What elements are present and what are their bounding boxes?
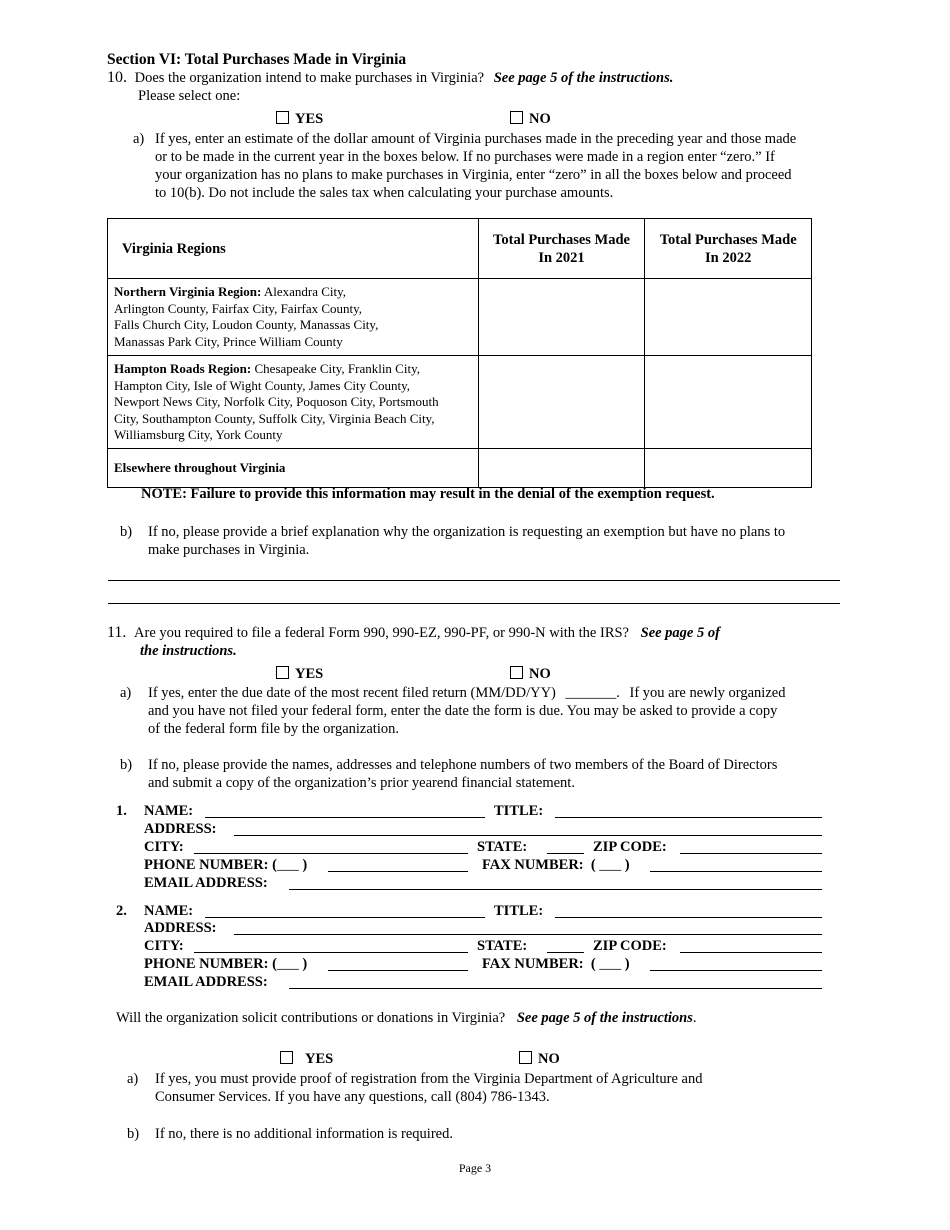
table-row: [108, 356, 812, 449]
member-1-number: 1.: [116, 803, 127, 819]
member-2-phone-field[interactable]: [328, 970, 468, 971]
member-2-city-field[interactable]: [194, 952, 468, 953]
q11-number: 11.: [107, 624, 127, 641]
member-1-phone-label: PHONE NUMBER: (___ ): [144, 857, 308, 873]
member-1-email-field[interactable]: [289, 889, 822, 890]
q10a-line-1: If yes, enter an estimate of the dollar amount of Virginia purchases made in the preceding year and those made: [155, 131, 797, 147]
q10-yes-checkbox[interactable]: [276, 111, 289, 124]
member-1-address-field[interactable]: [234, 835, 822, 836]
member-2-address-field[interactable]: [234, 934, 822, 935]
q11-yes-option[interactable]: [276, 665, 323, 683]
q10-number: 10.: [107, 69, 127, 86]
member-2-title-label: TITLE:: [494, 903, 544, 919]
member-1-fax-field[interactable]: [650, 871, 822, 872]
q10-line: [107, 69, 673, 87]
input-elsewhere-2021[interactable]: [478, 448, 645, 487]
member-2-city-label: CITY:: [144, 938, 184, 954]
member-1-name-label: NAME:: [144, 803, 194, 819]
q10b-line-2: make purchases in Virginia.: [148, 542, 310, 558]
region-hampton-roads: Hampton Roads Region: Chesapeake City, Franklin City, Hampton City, Isle of Wight County, James City County, Newport News City, Norfolk City, Poquoson City, Portsmouth City, Southampton County, Suffolk City, Virginia Beach City, Williamsburg City, York County: [108, 356, 479, 449]
member-2-address-label: ADDRESS:: [144, 920, 217, 936]
member-1-address-label: ADDRESS:: [144, 821, 217, 837]
q10-no-label: NO: [529, 111, 551, 127]
q10-yes-label: YES: [295, 111, 324, 127]
q12-no-checkbox[interactable]: [519, 1051, 532, 1064]
q12b-line: If no, there is no additional information is required.: [155, 1126, 453, 1142]
q10-no-option[interactable]: [510, 110, 551, 128]
member-1-title-label: TITLE:: [494, 803, 544, 819]
q11b-line-1: If no, please provide the names, addresses and telephone numbers of two members of the Board of Directors: [148, 757, 778, 773]
member-1-zip-field[interactable]: [680, 853, 822, 854]
member-1-state-label: STATE:: [477, 839, 528, 855]
q11-no-checkbox[interactable]: [510, 666, 523, 679]
member-1-fax-label: FAX NUMBER: ( ___ ): [482, 857, 630, 873]
q12b-marker: b): [127, 1126, 140, 1142]
member-1-city-label: CITY:: [144, 839, 184, 855]
region-elsewhere: Elsewhere throughout Virginia: [108, 448, 479, 487]
table-header-row: [108, 219, 812, 279]
member-2-zip-field[interactable]: [680, 952, 822, 953]
member-1-title-field[interactable]: [555, 817, 822, 818]
member-2-fax-field[interactable]: [650, 970, 822, 971]
q11a-line-1: If yes, enter the due date of the most recent filed return (MM/DD/YY) _______. If you are newly organized: [148, 685, 786, 701]
input-hampton-2021[interactable]: [478, 356, 645, 449]
col-header-regions: Virginia Regions: [108, 219, 479, 279]
region-northern-virginia: Northern Virginia Region: Alexandra City, Arlington County, Fairfax City, Fairfax County, Falls Church City, Loudon County, Manassas City, Manassas Park City, Prince William County: [108, 279, 479, 356]
q10a-line-3: your organization has no plans to make purchases in Virginia, enter “zero” in all the boxes below and proceed: [155, 167, 792, 183]
q12-see-ref: See page 5 of the instructions: [516, 1010, 693, 1026]
q10-see-ref: See page 5 of the instructions.: [493, 70, 674, 86]
input-elsewhere-2022[interactable]: [645, 448, 812, 487]
col-header-2021: Total Purchases Made In 2021: [478, 219, 645, 279]
q10a-marker: a): [133, 131, 145, 147]
q11a-line-3: of the federal form file by the organization.: [148, 721, 399, 737]
member-1-phone-field[interactable]: [328, 871, 468, 872]
q10a-line-4: to 10(b). Do not include the sales tax when calculating your purchase amounts.: [155, 185, 614, 201]
member-2-fax-label: FAX NUMBER: ( ___ ): [482, 956, 630, 972]
q10-question: Does the organization intend to make purchases in Virginia?: [134, 70, 485, 86]
table-row: [108, 279, 812, 356]
member-2-name-field[interactable]: [205, 917, 485, 918]
q12a-line-2: Consumer Services. If you have any questions, call (804) 786-1343.: [155, 1089, 550, 1105]
input-northern-2021[interactable]: [478, 279, 645, 356]
page-number: Page 3: [458, 1161, 492, 1175]
q11-no-option[interactable]: [510, 665, 551, 683]
input-northern-2022[interactable]: [645, 279, 812, 356]
q12a-marker: a): [127, 1071, 139, 1087]
q11-line: [107, 624, 720, 642]
member-1-zip-label: ZIP CODE:: [593, 839, 667, 855]
due-date-blank[interactable]: _______.: [565, 685, 620, 701]
section-title: Section VI: Total Purchases Made in Virginia: [107, 51, 407, 68]
q10b-marker: b): [120, 524, 133, 540]
q12-yes-option[interactable]: [280, 1050, 333, 1068]
member-2-zip-label: ZIP CODE:: [593, 938, 667, 954]
explanation-line-1[interactable]: [108, 580, 840, 581]
member-1-state-field[interactable]: [547, 853, 584, 854]
table-row: [108, 448, 812, 487]
q10a-line-2: or to be made in the current year in the boxes below. If no purchases were made in a region enter “zero.” If: [155, 149, 775, 165]
member-1-city-field[interactable]: [194, 853, 468, 854]
q11a-line-2: and you have not filed your federal form, enter the date the form is due. You may be asked to provide a copy: [148, 703, 778, 719]
q11-no-label: NO: [529, 666, 551, 682]
q10-select-prompt: Please select one:: [138, 88, 241, 104]
q11b-line-2: and submit a copy of the organization’s prior yearend financial statement.: [148, 775, 575, 791]
q12-question: Will the organization solicit contributions or donations in Virginia?: [116, 1010, 506, 1026]
member-2-number: 2.: [116, 903, 127, 919]
explanation-line-2[interactable]: [108, 603, 840, 604]
member-2-email-label: EMAIL ADDRESS:: [144, 974, 268, 990]
note-text: NOTE: Failure to provide this information may result in the denial of the exemption request.: [141, 486, 715, 502]
member-2-state-label: STATE:: [477, 938, 528, 954]
q11b-marker: b): [120, 757, 133, 773]
q12-yes-checkbox[interactable]: [280, 1051, 293, 1064]
q11-question: Are you required to file a federal Form 990, 990-EZ, 990-PF, or 990-N with the IRS?: [134, 625, 629, 641]
member-2-state-field[interactable]: [547, 952, 584, 953]
q10b-line-1: If no, please provide a brief explanation why the organization is requesting an exemption but have no plans to: [148, 524, 786, 540]
q11-see-ref-1: See page 5 of: [640, 625, 720, 641]
q12a-line-1: If yes, you must provide proof of registration from the Virginia Department of Agriculture and: [155, 1071, 703, 1087]
q11-yes-checkbox[interactable]: [276, 666, 289, 679]
q10-yes-option[interactable]: [276, 110, 323, 128]
q11-see-ref-2: the instructions.: [140, 643, 237, 659]
q10-no-checkbox[interactable]: [510, 111, 523, 124]
q11-yes-label: YES: [295, 666, 324, 682]
q11a-marker: a): [120, 685, 132, 701]
member-1-name-field[interactable]: [205, 817, 485, 818]
member-1-email-label: EMAIL ADDRESS:: [144, 875, 268, 891]
input-hampton-2022[interactable]: [645, 356, 812, 449]
q12-yes-label: YES: [305, 1051, 334, 1067]
q12-line: Will the organization solicit contributions or donations in Virginia? See page 5 of the instructions.: [116, 1010, 697, 1026]
member-2-title-field[interactable]: [555, 917, 822, 918]
member-2-name-label: NAME:: [144, 903, 194, 919]
q12-no-label: NO: [538, 1051, 560, 1067]
q12-no-option[interactable]: [519, 1050, 560, 1068]
member-2-email-field[interactable]: [289, 988, 822, 989]
member-2-phone-label: PHONE NUMBER: (___ ): [144, 956, 308, 972]
purchases-table: [107, 218, 812, 488]
col-header-2022: Total Purchases Made In 2022: [645, 219, 812, 279]
